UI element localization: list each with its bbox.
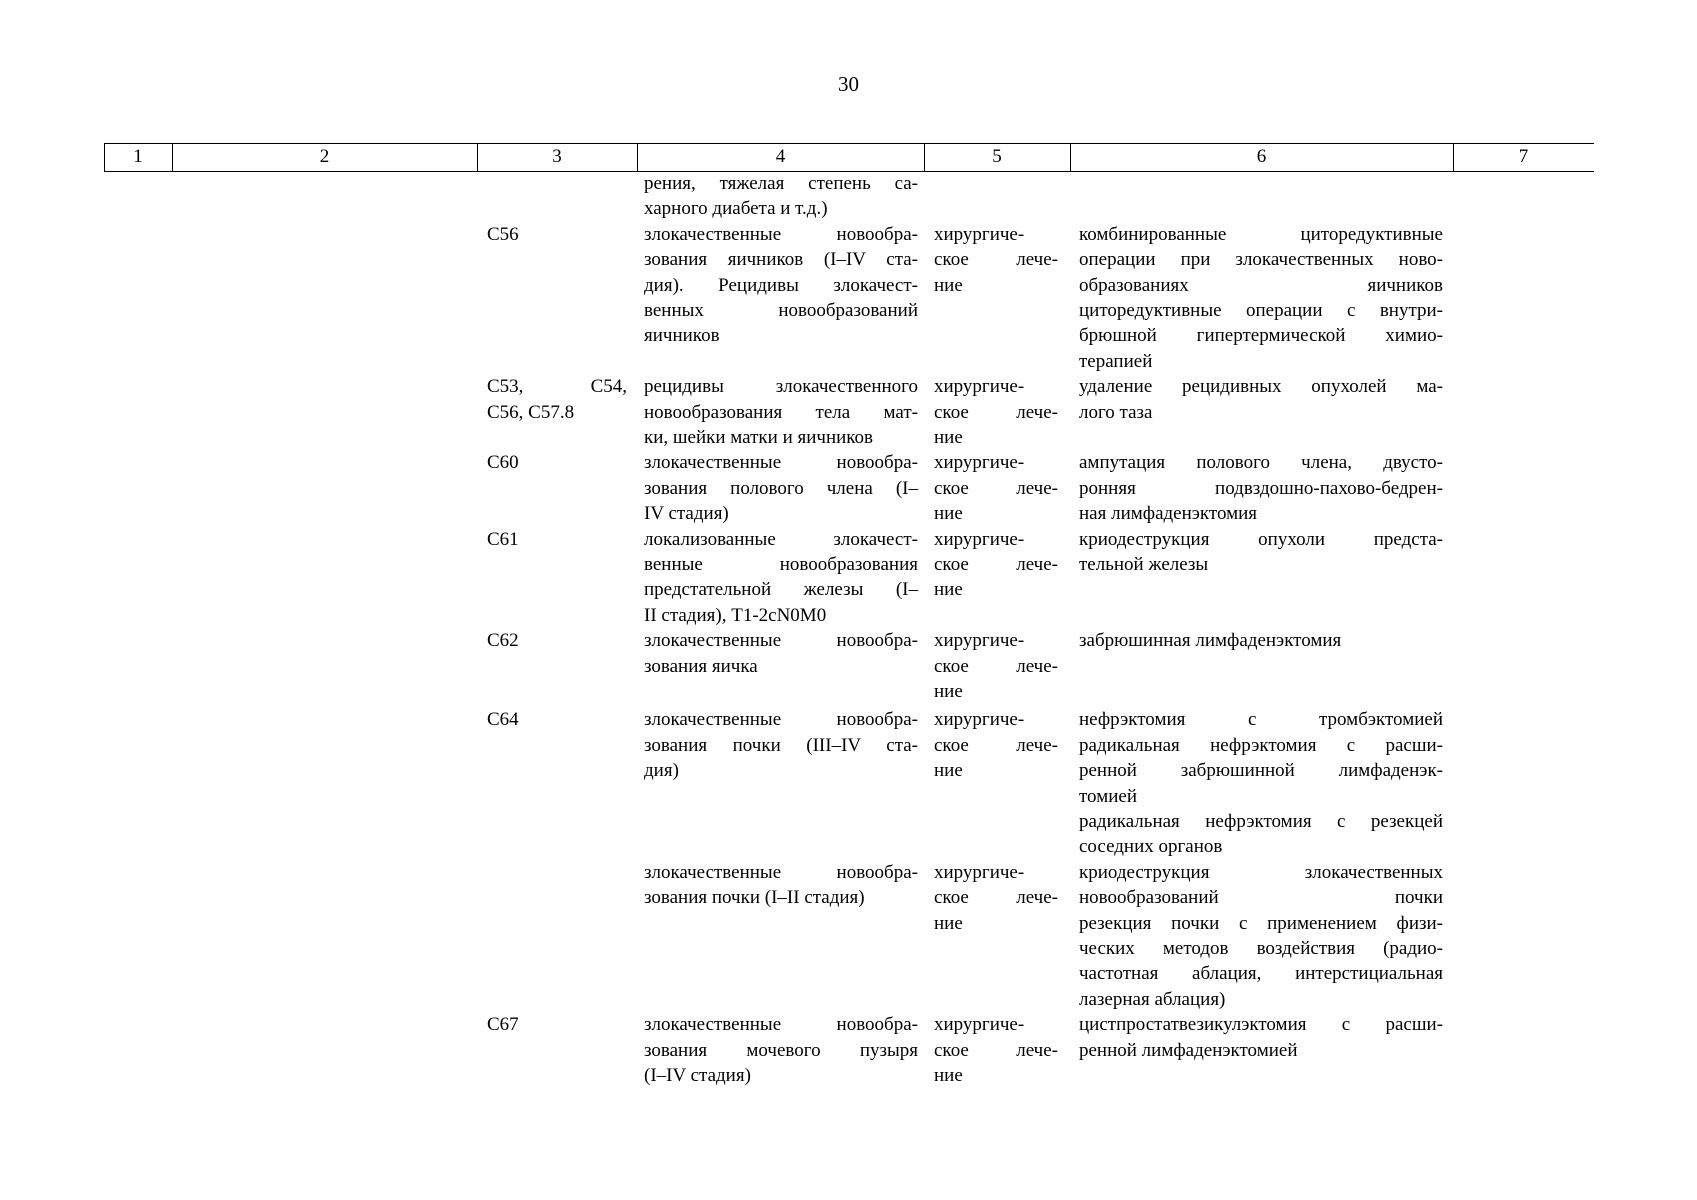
cell-line: нефрэктомия с тромбэктомией <box>1079 709 1443 731</box>
table-row <box>104 222 1594 374</box>
method-cell <box>1079 707 1443 859</box>
cell-line: ние <box>934 1064 963 1086</box>
cell-line: IV стадия) <box>644 503 729 525</box>
cell-line: C60 <box>487 452 519 474</box>
header-col-7: 7 <box>1518 146 1529 167</box>
cell-line: ние <box>934 579 963 601</box>
cell-line: ское лече- <box>934 401 1058 423</box>
cell-line: рения, тяжелая степень са- <box>644 173 918 194</box>
cell-line: хирургиче- <box>934 709 1025 731</box>
cell-line: комбинированные циторедуктивные <box>1079 223 1443 245</box>
header-col-3: 3 <box>552 146 562 167</box>
cell-line: ское лече- <box>934 734 1058 756</box>
table-row <box>104 527 1594 629</box>
cell-line: рецидивы злокачественного <box>644 376 918 398</box>
code-cell <box>487 527 627 552</box>
cell-line: криодеструкция опухоли предста- <box>1079 528 1443 550</box>
table-row <box>104 628 1594 707</box>
cell-line: забрюшинная лимфаденэктомия <box>1079 630 1342 652</box>
cell-line: локализованные злокачест- <box>644 528 918 550</box>
treatment-cell <box>934 527 1058 603</box>
cell-line: криодеструкция злокачественных <box>1079 861 1443 883</box>
treatment-cell <box>934 1012 1058 1088</box>
header-col-5: 5 <box>992 146 1002 167</box>
table-row <box>104 707 1594 859</box>
header-col-4: 4 <box>775 146 786 167</box>
cell-line: хирургиче- <box>934 376 1025 398</box>
cell-line: злокачественные новообра- <box>644 1014 918 1036</box>
disease-cell <box>644 450 918 526</box>
cell-line: новообразований почки <box>1079 887 1443 909</box>
treatment-cell <box>934 707 1058 783</box>
cell-line: ки, шейки матки и яичников <box>644 427 874 448</box>
treatment-cell <box>934 450 1058 526</box>
cell-line: C61 <box>487 528 519 550</box>
cell-line: хирургиче- <box>934 630 1025 652</box>
cell-line: зования мочевого пузыря <box>644 1039 918 1061</box>
cell-line: ское лече- <box>934 477 1058 499</box>
cell-line: дия) <box>644 760 679 782</box>
cell-line: хирургиче- <box>934 223 1025 245</box>
cell-line: хирургиче- <box>934 452 1025 474</box>
cell-line: ние <box>934 427 963 448</box>
table-header <box>104 143 1594 172</box>
cell-line: яичников <box>644 325 720 347</box>
method-cell <box>1079 527 1443 578</box>
method-cell <box>1079 450 1443 526</box>
cell-line: ское лече- <box>934 887 1058 909</box>
treatment-cell <box>934 860 1058 936</box>
cell-line: ское лече- <box>934 1039 1058 1061</box>
cell-line: злокачественные новообра- <box>644 861 918 883</box>
header-col-1: 1 <box>133 146 143 167</box>
cell-line: ронняя подвздошно-пахово-бедрен- <box>1079 477 1443 499</box>
cell-line: ние <box>934 503 963 525</box>
cell-line: частотная аблация, интерстициальная <box>1079 963 1443 985</box>
table-row <box>104 171 1594 222</box>
cell-line: зования яичка <box>644 655 758 677</box>
cell-line: ампутация полового члена, двусто- <box>1079 452 1443 474</box>
cell-line: образованиях яичников <box>1079 274 1443 296</box>
cell-line: операции при злокачественных ново- <box>1079 249 1443 271</box>
disease-cell <box>644 374 918 450</box>
cell-line: резекция почки с применением физи- <box>1079 912 1443 934</box>
cell-line: C62 <box>487 630 519 652</box>
cell-line: радикальная нефрэктомия с расши- <box>1079 734 1443 756</box>
cell-line: тельной железы <box>1079 553 1209 575</box>
cell-line: циторедуктивные операции с внутри- <box>1079 300 1443 322</box>
disease-cell <box>644 1012 918 1088</box>
code-cell <box>487 374 627 425</box>
cell-line: зования почки (III–IV ста- <box>644 734 918 756</box>
cell-line: удаление рецидивных опухолей ма- <box>1079 376 1443 398</box>
header-col-6: 6 <box>1256 146 1267 167</box>
cell-line: ренной лимфаденэктомией <box>1079 1039 1298 1061</box>
cell-line: соседних органов <box>1079 836 1223 858</box>
cell-line: ние <box>934 912 963 934</box>
treatment-cell <box>934 628 1058 704</box>
cell-line: ское лече- <box>934 655 1058 677</box>
cell-line: хирургиче- <box>934 861 1025 883</box>
table-row <box>104 860 1594 1012</box>
method-cell <box>1079 860 1443 1012</box>
cell-line: C53, C54, <box>487 376 627 398</box>
code-cell <box>487 450 627 475</box>
page-number: 30 <box>838 72 859 96</box>
cell-line: C64 <box>487 709 519 731</box>
cell-line: хирургиче- <box>934 1014 1025 1036</box>
treatment-cell <box>934 374 1058 450</box>
method-cell <box>1079 1012 1443 1063</box>
cell-line: харного диабета и т.д.) <box>644 198 828 220</box>
cell-line: ческих методов воздействия (радио- <box>1079 937 1443 959</box>
cell-line: злокачественные новообра- <box>644 630 918 652</box>
treatment-cell <box>934 222 1058 298</box>
code-cell <box>487 1012 627 1037</box>
code-cell <box>487 222 627 247</box>
cell-line: радикальная нефрэктомия с резекцей <box>1079 810 1443 832</box>
cell-line: злокачественные новообра- <box>644 709 918 731</box>
cell-line: ние <box>934 274 963 296</box>
disease-cell <box>644 171 918 222</box>
cell-line: ние <box>934 680 963 702</box>
cell-line: брюшной гипертермической химио- <box>1079 325 1443 347</box>
cell-line: зования полового члена (I– <box>644 477 918 499</box>
table-row <box>104 450 1594 526</box>
cell-line: C56 <box>487 223 519 245</box>
cell-line: C67 <box>487 1014 519 1036</box>
cell-line: II стадия), T1-2cN0M0 <box>644 604 827 626</box>
disease-cell <box>644 222 918 349</box>
cell-line: ское лече- <box>934 553 1058 575</box>
method-cell <box>1079 222 1443 374</box>
cell-line: злокачественные новообра- <box>644 223 918 245</box>
cell-line: венных новообразований <box>644 300 918 322</box>
cell-line: новообразования тела мат- <box>644 401 918 423</box>
cell-line: дия). Рецидивы злокачест- <box>644 274 918 296</box>
code-cell <box>487 628 627 653</box>
table-body <box>104 171 1594 1088</box>
cell-line: ние <box>934 760 963 782</box>
cell-line: ренной забрюшинной лимфаденэк- <box>1079 760 1443 782</box>
disease-cell <box>644 527 918 629</box>
disease-cell <box>644 707 918 783</box>
cell-line: зования почки (I–II стадия) <box>644 887 865 909</box>
table-row <box>104 374 1594 450</box>
header-col-2: 2 <box>319 146 330 167</box>
cell-line: хирургиче- <box>934 528 1025 550</box>
cell-line: ское лече- <box>934 249 1058 271</box>
cell-line: лого таза <box>1079 401 1153 423</box>
cell-line: зования яичников (I–IV ста- <box>644 249 918 271</box>
cell-line: ная лимфаденэктомия <box>1079 503 1258 525</box>
cell-line: (I–IV стадия) <box>644 1064 751 1086</box>
cell-line: лазерная аблация) <box>1079 988 1226 1010</box>
method-cell <box>1079 374 1443 425</box>
cell-line: цистпростатвезикулэктомия с расши- <box>1079 1014 1443 1036</box>
method-cell <box>1079 628 1443 653</box>
code-cell <box>487 707 627 732</box>
cell-line: томией <box>1079 785 1137 807</box>
cell-line: предстательной железы (I– <box>644 579 918 601</box>
cell-line: C56, C57.8 <box>487 401 575 423</box>
cell-line: злокачественные новообра- <box>644 452 918 474</box>
disease-cell <box>644 860 918 911</box>
disease-cell <box>644 628 918 679</box>
table-row <box>104 1012 1594 1088</box>
cell-line: венные новообразования <box>644 553 918 575</box>
cell-line: терапией <box>1079 350 1153 372</box>
